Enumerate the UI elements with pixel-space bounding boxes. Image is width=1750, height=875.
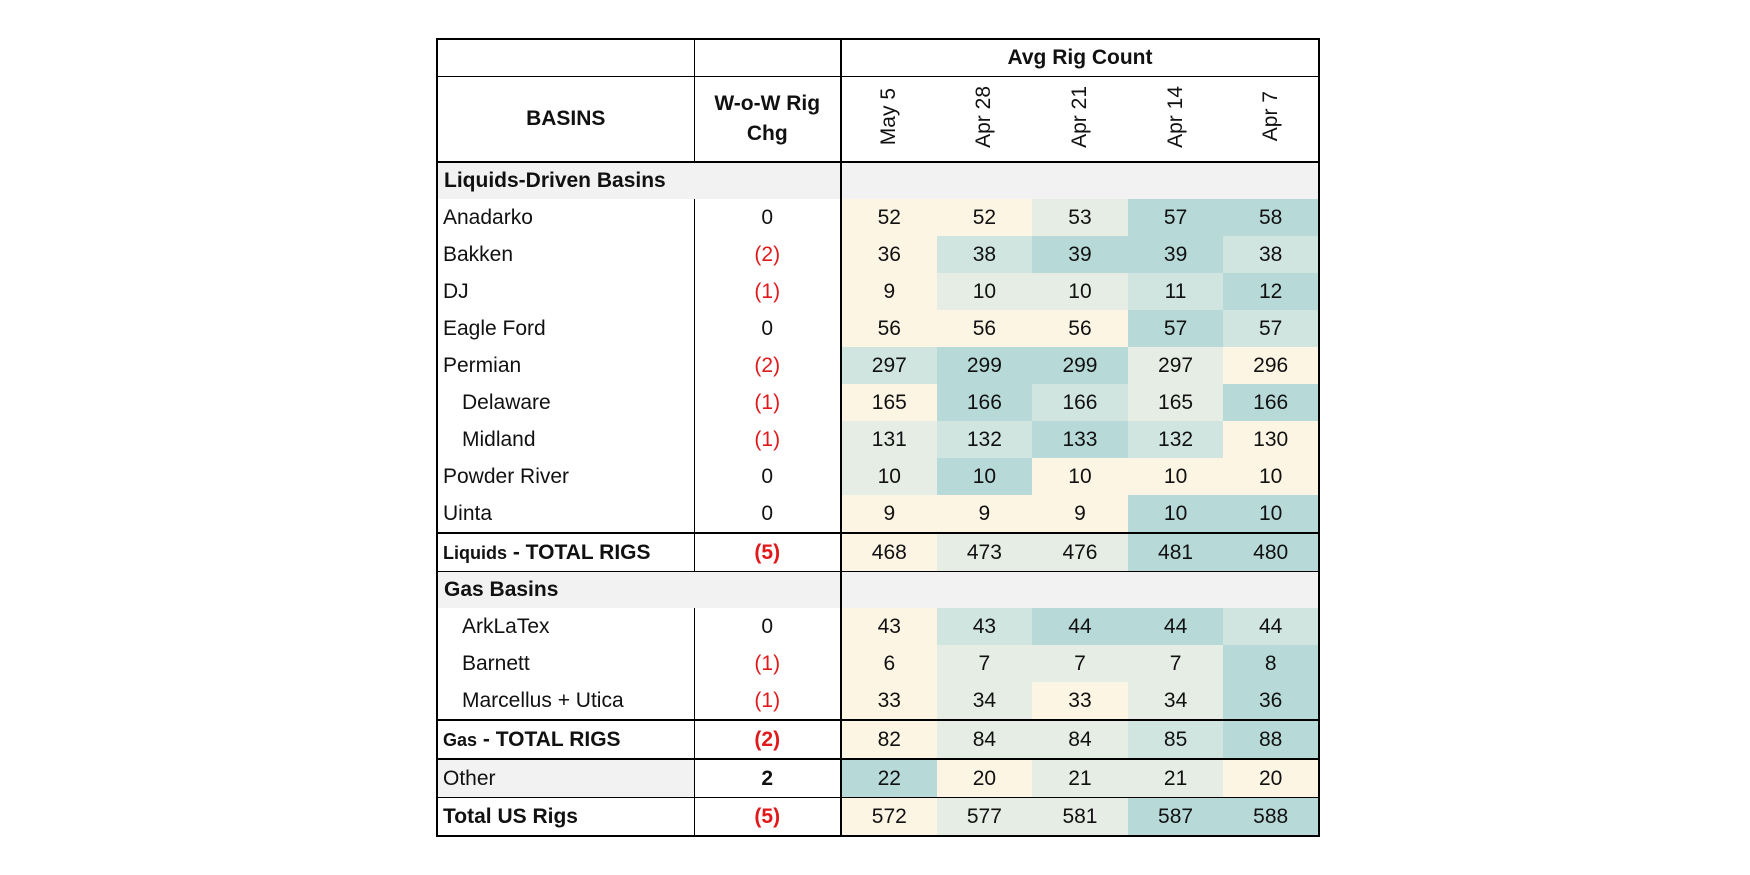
date-header-may-5 (841, 77, 937, 163)
wow-change: (5) (694, 798, 841, 837)
rig-count-value: 296 (1223, 347, 1319, 384)
basin-name: ArkLaTex (462, 614, 550, 638)
rig-count-value: 33 (841, 682, 937, 720)
rig-count-value: 10 (937, 458, 1033, 495)
wow-change: 0 (694, 495, 841, 533)
rig-count-value: 84 (1032, 720, 1128, 759)
basin-name: DJ (443, 279, 469, 303)
rig-count-value: 132 (1128, 421, 1224, 458)
wow-change: (5) (694, 533, 841, 572)
rig-count-value: 10 (937, 273, 1033, 310)
rig-count-value: 56 (841, 310, 937, 347)
rig-count-value: 44 (1032, 608, 1128, 645)
rig-count-value: 299 (937, 347, 1033, 384)
total-label-prefix: Liquids (443, 542, 507, 563)
grand-total-label: Total US Rigs (443, 804, 578, 828)
rig-count-value: 588 (1223, 798, 1319, 837)
rig-count-value: 297 (1128, 347, 1224, 384)
rig-count-value: 587 (1128, 798, 1224, 837)
basin-name: Other (437, 759, 694, 798)
rig-count-value: 6 (841, 645, 937, 682)
rig-count-value: 20 (937, 759, 1033, 798)
rig-count-value: 10 (1032, 273, 1128, 310)
rig-count-value: 21 (1032, 759, 1128, 798)
wow-change: (2) (694, 236, 841, 273)
rig-count-value: 480 (1223, 533, 1319, 572)
date-header-apr-28 (937, 77, 1033, 163)
rig-count-value: 299 (1032, 347, 1128, 384)
date-header-apr-14 (1128, 77, 1224, 163)
wow-change: (2) (694, 720, 841, 759)
rig-count-value: 57 (1223, 310, 1319, 347)
rig-count-value: 11 (1128, 273, 1224, 310)
basin-row (437, 310, 1319, 347)
total-label-suffix: - TOTAL RIGS (507, 540, 651, 564)
rig-count-table (436, 38, 1320, 837)
rig-count-value: 85 (1128, 720, 1224, 759)
rig-count-value: 34 (1128, 682, 1224, 720)
rig-count-value: 577 (937, 798, 1033, 837)
rig-count-value: 52 (937, 199, 1033, 236)
avg-rig-count-header: Avg Rig Count (841, 39, 1319, 77)
date-label: May 5 (877, 87, 901, 146)
basin-name: Eagle Ford (443, 316, 546, 340)
rig-count-value: 10 (1223, 495, 1319, 533)
rig-count-value: 130 (1223, 421, 1319, 458)
rig-count-value: 8 (1223, 645, 1319, 682)
section-fill (841, 572, 1319, 609)
rig-count-value: 20 (1223, 759, 1319, 798)
rig-count-value: 481 (1128, 533, 1224, 572)
wow-change: (1) (694, 273, 841, 310)
rig-count-value: 34 (937, 682, 1033, 720)
rig-count-value: 7 (1128, 645, 1224, 682)
rig-count-value: 473 (937, 533, 1033, 572)
rig-count-value: 476 (1032, 533, 1128, 572)
wow-change: (1) (694, 384, 841, 421)
section-total-label (437, 533, 694, 572)
rig-count-value: 33 (1032, 682, 1128, 720)
column-header-row (437, 77, 1319, 163)
rig-count-value: 10 (841, 458, 937, 495)
rig-count-value: 57 (1128, 310, 1224, 347)
rig-count-value: 165 (841, 384, 937, 421)
wow-header-line-2: Chg (746, 122, 788, 145)
section-header-row (437, 162, 1319, 199)
total-label-suffix: - TOTAL RIGS (477, 727, 621, 751)
group-header-row (437, 39, 1319, 77)
rig-count-value: 468 (841, 533, 937, 572)
rig-count-value: 36 (1223, 682, 1319, 720)
basin-row (437, 199, 1319, 236)
section-wow-blank (694, 572, 841, 609)
rig-count-value: 572 (841, 798, 937, 837)
rig-count-value: 166 (1223, 384, 1319, 421)
basin-row (437, 347, 1319, 384)
rig-count-value: 21 (1128, 759, 1224, 798)
date-label: Apr 28 (972, 85, 996, 148)
basin-row (437, 458, 1319, 495)
total-label-prefix: Gas (443, 729, 478, 750)
basin-row (437, 645, 1319, 682)
wow-change: (1) (694, 645, 841, 682)
rig-count-value: 38 (1223, 236, 1319, 273)
basin-row (437, 384, 1319, 421)
rig-count-value: 56 (937, 310, 1033, 347)
basin-name: Uinta (443, 501, 493, 525)
section-title: Gas Basins (437, 572, 694, 609)
rig-count-value: 84 (937, 720, 1033, 759)
header-blank-cell (694, 39, 841, 77)
section-fill (841, 162, 1319, 199)
rig-count-value: 9 (937, 495, 1033, 533)
section-wow-blank (694, 162, 841, 199)
other-row (437, 759, 1319, 798)
rig-count-value: 10 (1032, 458, 1128, 495)
basin-row (437, 608, 1319, 645)
rig-count-value: 10 (1128, 458, 1224, 495)
header-blank-cell (437, 39, 694, 77)
section-total-label (437, 720, 694, 759)
basin-row (437, 495, 1319, 533)
wow-change: 0 (694, 310, 841, 347)
basin-name: Anadarko (443, 205, 533, 229)
rig-count-value: 53 (1032, 199, 1128, 236)
wow-change: 0 (694, 608, 841, 645)
rig-count-value: 36 (841, 236, 937, 273)
basin-row (437, 273, 1319, 310)
rig-count-value: 44 (1128, 608, 1224, 645)
rig-count-value: 57 (1128, 199, 1224, 236)
wow-change: 0 (694, 458, 841, 495)
basin-name: Barnett (462, 651, 530, 675)
basin-name: Delaware (462, 390, 551, 414)
rig-count-value: 82 (841, 720, 937, 759)
date-header-apr-21 (1032, 77, 1128, 163)
rig-count-value: 44 (1223, 608, 1319, 645)
basin-name: Bakken (443, 242, 514, 266)
rig-count-value: 165 (1128, 384, 1224, 421)
wow-header-line-1: W-o-W Rig (714, 91, 821, 115)
basin-name: Midland (462, 427, 536, 451)
rig-count-value: 132 (937, 421, 1033, 458)
rig-count-value: 38 (937, 236, 1033, 273)
rig-table-body (437, 39, 1319, 836)
rig-count-value: 9 (1032, 495, 1128, 533)
rig-count-value: 9 (841, 495, 937, 533)
section-total-row (437, 533, 1319, 572)
rig-count-value: 297 (841, 347, 937, 384)
basins-header: BASINS (437, 77, 694, 163)
rig-count-value: 7 (937, 645, 1033, 682)
wow-change: (2) (694, 347, 841, 384)
rig-count-value: 43 (841, 608, 937, 645)
date-label: Apr 21 (1067, 85, 1091, 148)
wow-change: (1) (694, 682, 841, 720)
date-header-apr-7 (1223, 77, 1319, 163)
wow-change: (1) (694, 421, 841, 458)
rig-count-value: 166 (1032, 384, 1128, 421)
rig-count-value: 10 (1223, 458, 1319, 495)
date-label: Apr 7 (1258, 91, 1282, 142)
rig-count-value: 7 (1032, 645, 1128, 682)
section-title: Liquids-Driven Basins (437, 162, 694, 199)
wow-change: 0 (694, 199, 841, 236)
rig-count-value: 133 (1032, 421, 1128, 458)
rig-count-value: 9 (841, 273, 937, 310)
rig-count-value: 58 (1223, 199, 1319, 236)
section-total-row (437, 720, 1319, 759)
rig-count-value: 581 (1032, 798, 1128, 837)
section-header-row (437, 572, 1319, 609)
rig-count-value: 166 (937, 384, 1033, 421)
wow-change: 2 (694, 759, 841, 798)
basin-row (437, 236, 1319, 273)
rig-count-value: 88 (1223, 720, 1319, 759)
rig-count-value: 56 (1032, 310, 1128, 347)
rig-count-value: 39 (1032, 236, 1128, 273)
date-label: Apr 14 (1163, 85, 1187, 148)
basin-row (437, 682, 1319, 720)
wow-change-header (694, 77, 841, 163)
rig-count-value: 43 (937, 608, 1033, 645)
basin-name: Marcellus + Utica (462, 688, 624, 712)
basin-name: Powder River (443, 464, 570, 488)
rig-count-value: 12 (1223, 273, 1319, 310)
rig-count-value: 10 (1128, 495, 1224, 533)
rig-count-value: 131 (841, 421, 937, 458)
basin-name: Permian (443, 353, 522, 377)
basin-row (437, 421, 1319, 458)
rig-count-value: 52 (841, 199, 937, 236)
rig-count-value: 39 (1128, 236, 1224, 273)
grand-total-row (437, 798, 1319, 837)
rig-count-value: 22 (841, 759, 937, 798)
